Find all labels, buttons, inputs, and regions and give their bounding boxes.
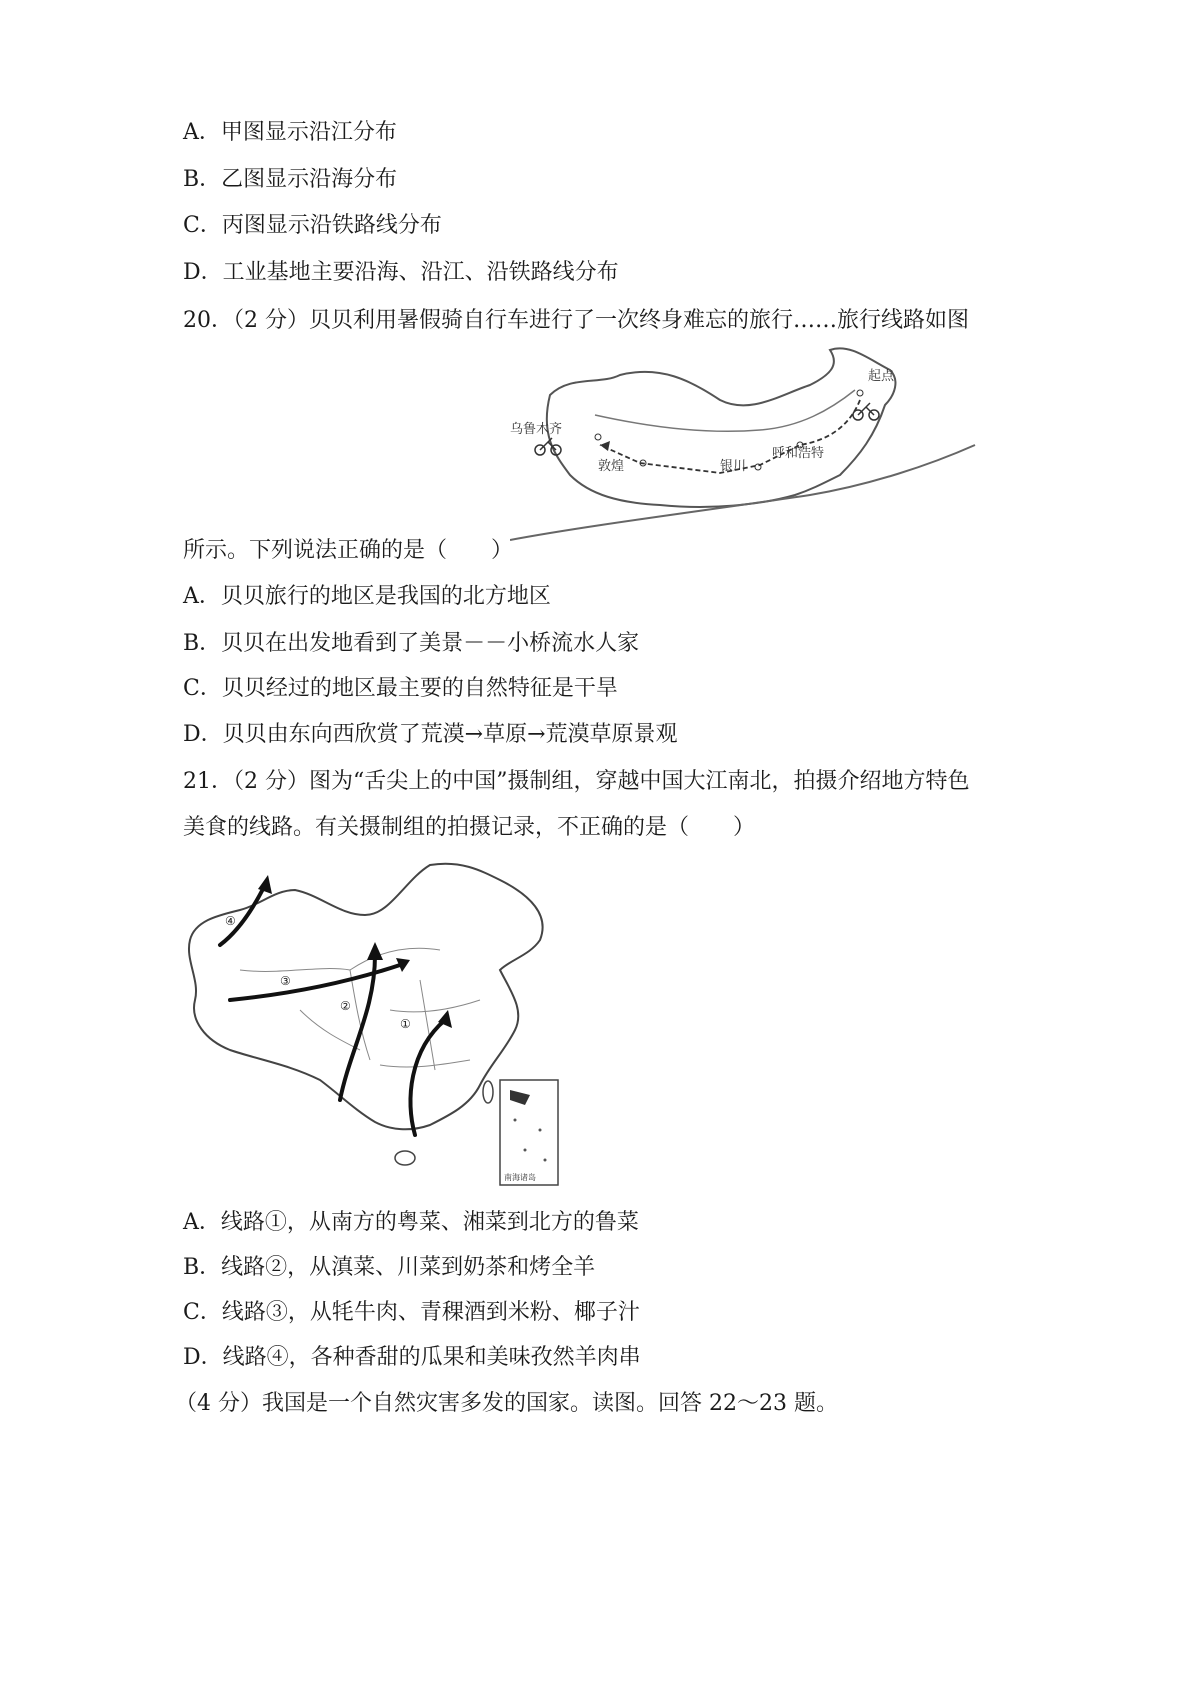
route-marker-3: ③ [280, 974, 291, 988]
q21-china-map [180, 860, 620, 1190]
q21-option-a: A．线路①，从南方的粤菜、湘菜到北方的鲁菜 [183, 1210, 639, 1235]
q21-option-c: C．线路③，从牦牛肉、青稞酒到米粉、椰子汁 [183, 1300, 640, 1325]
q20-label-dunhuang: 敦煌 [598, 459, 625, 474]
route-1-line [410, 1020, 445, 1135]
q20-route-map [510, 345, 980, 545]
q22-intro: （4 分）我国是一个自然灾害多发的国家。读图。回答 22～23 题。 [175, 1391, 838, 1416]
q20-option-c: C．贝贝经过的地区最主要的自然特征是干旱 [183, 676, 618, 701]
route-marker-2: ② [340, 999, 351, 1013]
q20-label-urumqi: 乌鲁木齐 [510, 422, 563, 437]
q20-option-a: A．贝贝旅行的地区是我国的北方地区 [183, 584, 551, 609]
q21-stem-line2: 美食的线路。有关摄制组的拍摄记录，不正确的是（ ） [183, 815, 756, 840]
q20-label-yinchuan: 银川 [720, 459, 747, 474]
q19-option-a: A．甲图显示沿江分布 [183, 120, 397, 145]
q20-option-d: D．贝贝由东向西欣赏了荒漠→草原→荒漠草原景观 [183, 722, 678, 747]
q20-label-start: 起点 [868, 369, 895, 384]
q20-stem-line1: 20．（2 分）贝贝利用暑假骑自行车进行了一次终身难忘的旅行……旅行线路如图 [183, 308, 969, 333]
route-marker-4: ④ [225, 914, 236, 928]
inset-label: 南海诸岛 [504, 1173, 536, 1182]
q19-option-b: B．乙图显示沿海分布 [183, 167, 398, 192]
q19-option-d: D．工业基地主要沿海、沿江、沿铁路线分布 [183, 260, 619, 285]
q19-option-c: C．丙图显示沿铁路线分布 [183, 213, 442, 238]
q20-stem-line2: 所示。下列说法正确的是（ ） [183, 538, 514, 563]
q21-stem-line1: 21．（2 分）图为“舌尖上的中国”摄制组，穿越中国大江南北，拍摄介绍地方特色 [183, 769, 970, 794]
q21-option-b: B．线路②，从滇菜、川菜到奶茶和烤全羊 [183, 1255, 596, 1280]
q20-label-hohhot: 呼和浩特 [772, 446, 825, 461]
route-marker-1: ① [400, 1017, 411, 1031]
q20-option-b: B．贝贝在出发地看到了美景－－小桥流水人家 [183, 631, 640, 656]
q21-option-d: D．线路④，各种香甜的瓜果和美味孜然羊肉串 [183, 1345, 641, 1370]
